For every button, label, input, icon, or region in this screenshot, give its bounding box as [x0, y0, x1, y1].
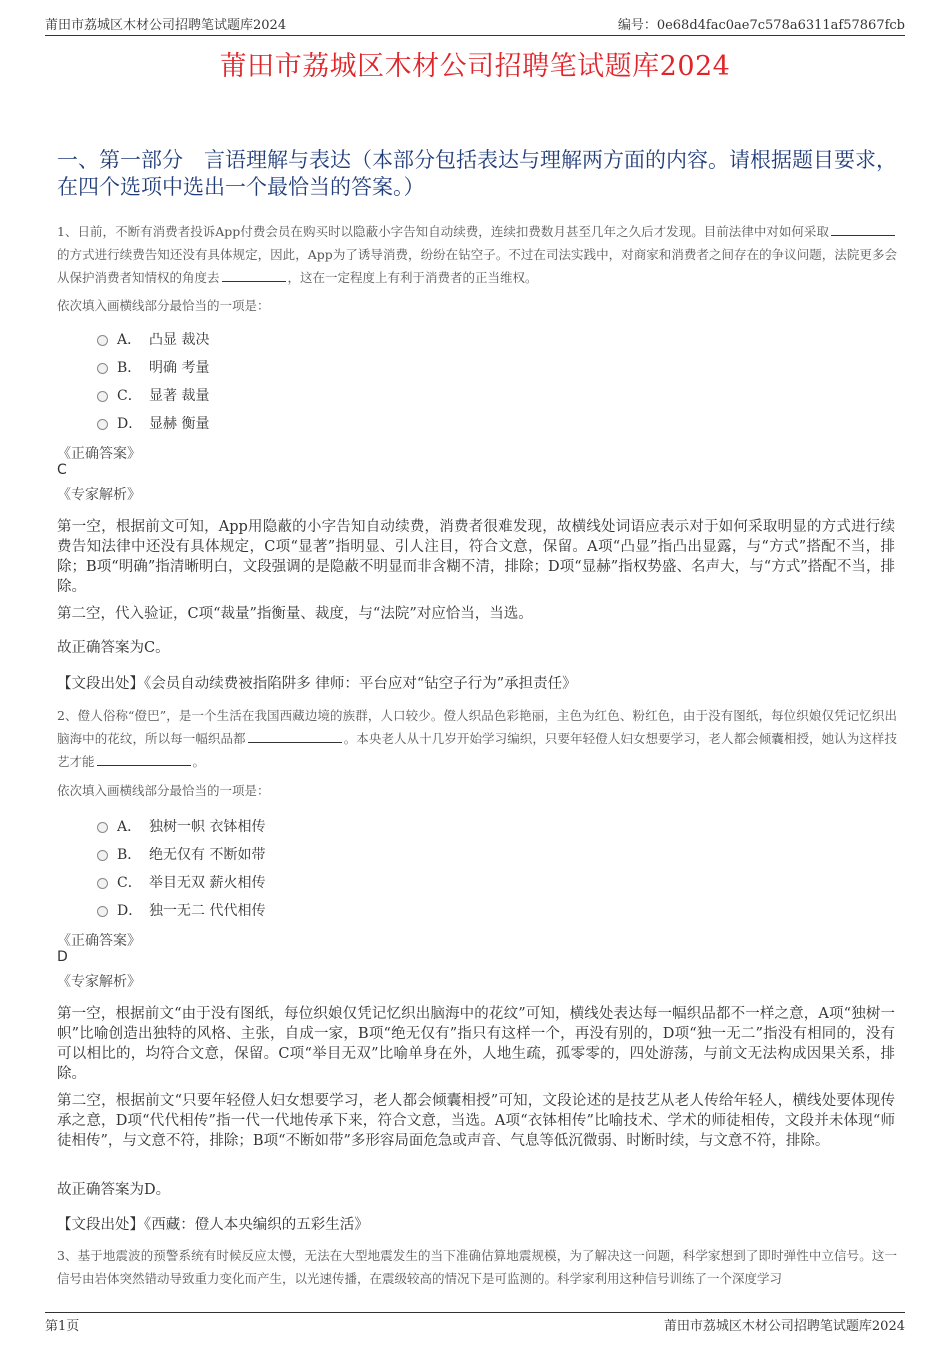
page-number: 第1页	[45, 1319, 80, 1334]
radio-icon[interactable]	[97, 850, 108, 861]
q2-option-b[interactable]: B． 绝无仅有 不断如带	[97, 845, 265, 865]
question-1-text: 1、日前，不断有消费者投诉App付费会员在购买时以隐蔽小字告知自动续费，连续扣费数月甚至几年之久后才发现。目前法律中对如何采取的方式进行续费告知还没有具体规定，因此，App为了诱导消费，纷纷在钻空子。不过在司法实践中，对商家和消费者之间存在的争议问题，法院更多会从保护消费者知情权的角度去 ，这在一定程度上有利于消费者的正当维权。	[57, 224, 897, 285]
section-heading: 一、第一部分 言语理解与表达（本部分包括表达与理解两方面的内容。请根据题目要求，在四个选项中选出一个最恰当的答案。）	[57, 148, 897, 199]
q2-option-c[interactable]: C． 举目无双 薪火相传	[97, 873, 265, 893]
radio-icon[interactable]	[97, 822, 108, 833]
q1-option-b[interactable]: B． 明确 考量	[97, 358, 209, 378]
q2-analysis-label: 《专家解析》	[57, 974, 141, 990]
question-2-prompt: 依次填入画横线部分最恰当的一项是：	[57, 783, 270, 798]
blank-1	[831, 223, 895, 236]
footer-divider	[45, 1312, 905, 1313]
q2-source: 【文段出处】《西藏：僜人本央编织的五彩生活》	[57, 1217, 369, 1233]
q1-analysis-para-2: 第二空，代入验证，C项“裁量”指衡量、裁度，与“法院”对应恰当，当选。	[57, 606, 533, 622]
q2-option-d[interactable]: D． 独一无二 代代相传	[97, 901, 265, 921]
q1-analysis-para-1: 第一空，根据前文可知，App用隐蔽的小字告知自动续费，消费者很难发现，故横线处词语应表示对于如何采取明显的方式进行续费告知法律中还没有具体规定，C项“显著”指明显、引人注目，符合文意，保留。A项“凸显”指凸出显露，与“方式”搭配不当，排除；B项“明确”指清晰明白，文段强调的是隐蔽不明显而非含糊不清，排除；D项“显赫”指权势盛、名声大，与“方式”搭配不当，排除。	[57, 519, 895, 595]
question-1-prompt: 依次填入画横线部分最恰当的一项是：	[57, 298, 270, 313]
blank-1	[248, 730, 342, 743]
header-title: 莆田市荔城区木材公司招聘笔试题库2024	[45, 18, 287, 33]
radio-icon[interactable]	[97, 878, 108, 889]
radio-icon[interactable]	[97, 391, 108, 402]
radio-icon[interactable]	[97, 335, 108, 346]
q1-source: 【文段出处】《会员自动续费被指陷阱多 律师：平台应对“钻空子行为”承担责任》	[57, 676, 577, 692]
radio-icon[interactable]	[97, 906, 108, 917]
radio-icon[interactable]	[97, 419, 108, 430]
q1-option-a[interactable]: A． 凸显 裁决	[97, 330, 209, 350]
q1-option-d[interactable]: D． 显赫 衡量	[97, 414, 209, 434]
q2-option-a[interactable]: A． 独树一帜 衣钵相传	[97, 817, 265, 837]
page-header	[45, 14, 905, 34]
q1-correct-label: 《正确答案》	[57, 446, 141, 462]
question-2-text: 2、僜人俗称“僜巴”，是一个生活在我国西藏边境的族群，人口较少。僜人织品色彩艳丽，主色为红色、粉红色，由于没有图纸，每位织娘仅凭记忆织出脑海中的花纹，所以每一幅织品都 。本央老人从十几岁开始学习编织，只要年轻僜人妇女想要学习，老人都会倾囊相授，她认为这样技艺才能 。	[57, 708, 897, 769]
blank-2	[97, 753, 191, 766]
q1-answer: C	[57, 462, 67, 478]
question-3-text: 3、基于地震波的预警系统有时候反应太慢，无法在大型地震发生的当下准确估算地震规模，为了解决这一问题，科学家想到了即时弹性中立信号。这一信号由岩体突然错动导致重力变化而产生，以光速传播，在震级较高的情况下是可监测的。科学家利用这种信号训练了一个深度学习	[57, 1248, 897, 1286]
footer-title: 莆田市荔城区木材公司招聘笔试题库2024	[663, 1319, 905, 1334]
q2-analysis-para-3: 故正确答案为D。	[57, 1182, 171, 1198]
q2-analysis-para-1: 第一空，根据前文“由于没有图纸，每位织娘仅凭记忆织出脑海中的花纹”可知，横线处表达每一幅织品都不一样之意，A项“独树一帜”比喻创造出独特的风格、主张，自成一家，B项“绝无仅有”指只有这样一个，再没有别的，D项“独一无二”指没有相同的，没有可以相比的，均符合文意，保留。C项“举目无双”比喻单身在外，人地生疏，孤零零的，四处游荡，与前文无法构成因果关系，排除。	[57, 1006, 895, 1082]
header-divider	[45, 35, 905, 36]
q1-option-c[interactable]: C． 显著 裁量	[97, 386, 209, 406]
q2-analysis-para-2: 第二空，根据前文“只要年轻僜人妇女想要学习，老人都会倾囊相授”可知，文段论述的是技艺从老人传给年轻人，横线处要体现传承之意，D项“代代相传”指一代一代地传承下来，符合文意，当选。A项“衣钵相传”比喻技术、学术的师徒相传，文段并未体现“师徒相传”，与文意不符，排除；B项“不断如带”多形容局面危急或声音、气息等低沉微弱、时断时续，与文意不符，排除。	[57, 1093, 895, 1149]
header-doc-id: 编号：0e68d4fac0ae7c578a6311af57867fcb	[617, 18, 905, 33]
blank-2	[222, 269, 286, 282]
radio-icon[interactable]	[97, 363, 108, 374]
q1-analysis-label: 《专家解析》	[57, 487, 141, 503]
q1-analysis-para-3: 故正确答案为C。	[57, 640, 170, 656]
page-title: 莆田市荔城区木材公司招聘笔试题库2024	[219, 51, 731, 82]
q2-correct-label: 《正确答案》	[57, 933, 141, 949]
q2-answer: D	[57, 949, 68, 965]
